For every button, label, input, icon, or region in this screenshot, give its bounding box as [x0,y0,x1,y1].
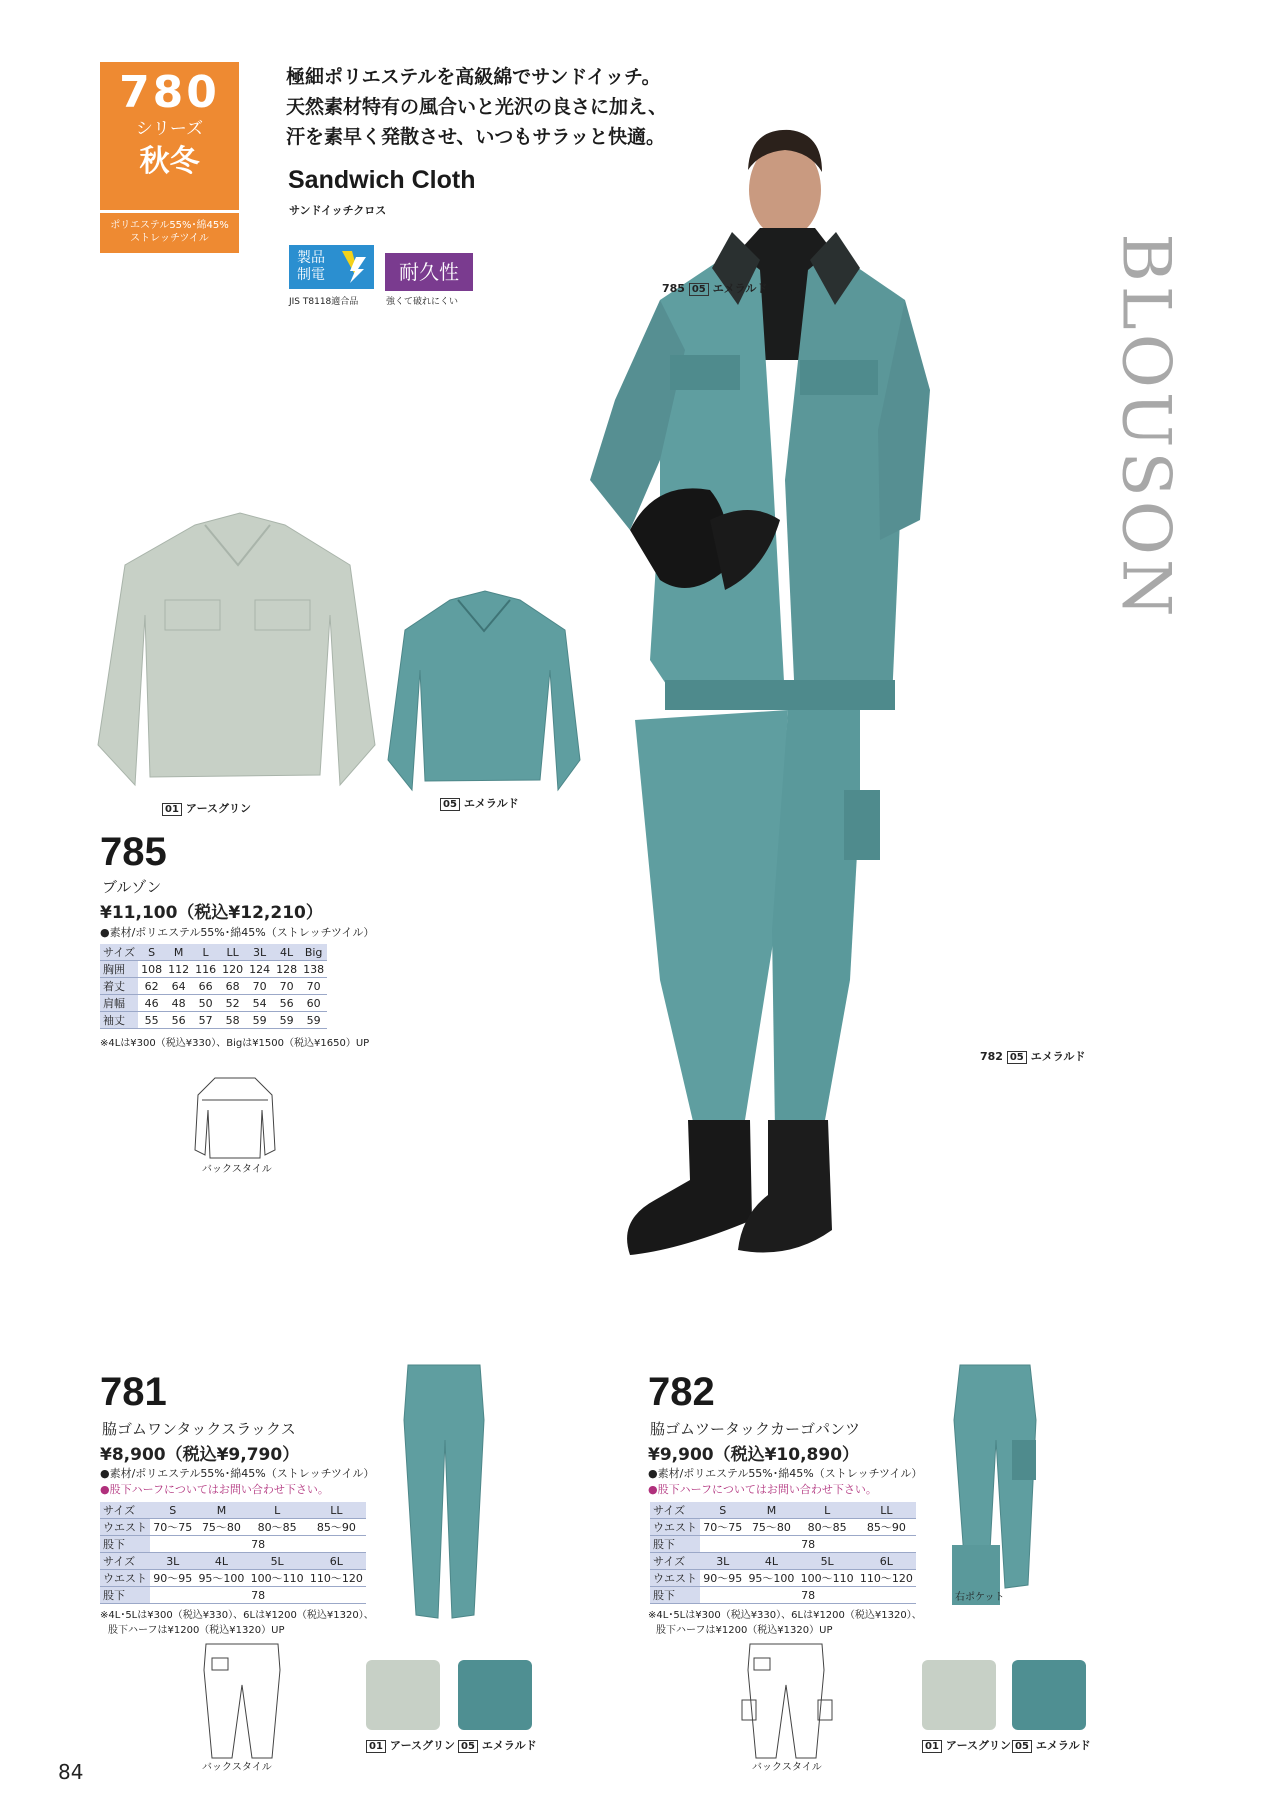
cell: S [700,1502,745,1519]
table-row [100,1502,366,1519]
boot-right [738,1120,832,1253]
cell: 68 [219,978,246,995]
cell: サイズ [100,944,138,961]
cell: 66 [192,978,219,995]
cell: 70 [273,978,300,995]
cell: 股下 [650,1536,700,1553]
pants-781-image [400,1360,490,1625]
series-number: 780 [119,67,220,118]
cell: 50 [192,995,219,1012]
product-781-footnote-2: 股下ハーフは¥1200（税込¥1320）UP [108,1625,285,1636]
swatch-782-01 [922,1737,1011,1753]
size-table-781 [100,1502,366,1604]
cell: 5L [798,1553,857,1570]
cell: 52 [219,995,246,1012]
cell: 3L [246,944,273,961]
cell: 64 [165,978,192,995]
cell: サイズ [100,1502,150,1519]
table-row [100,978,327,995]
cell: 59 [273,1012,300,1029]
cell: 90〜95 [150,1570,195,1587]
model-jacket-name: エメラルド [712,282,768,295]
cell: 肩幅 [100,995,138,1012]
series-label: シリーズ [135,119,204,139]
swatch-785-01-name: アースグリン [185,802,252,815]
cell: M [165,944,192,961]
model-pants-name: エメラルド [1030,1050,1086,1063]
jacket-emerald-image [380,585,590,795]
swatch-782-05-name: エメラルド [1035,1739,1091,1752]
cell: 95〜100 [745,1570,797,1587]
jacket-back-label: バックスタイル [202,1164,272,1175]
cell: ウエスト [100,1519,150,1536]
cloth-subtitle: サンドイッチクロス [289,204,387,217]
cell: LL [307,1502,366,1519]
cell: 138 [300,961,327,978]
cloth-name: Sandwich Cloth [288,166,476,194]
cell: L [248,1502,307,1519]
cell: 59 [246,1012,273,1029]
swatch-781-01 [366,1737,455,1753]
cell: 4L [273,944,300,961]
swatch-782-earth-green [922,1660,996,1730]
cell: 57 [192,1012,219,1029]
cell: M [745,1502,797,1519]
model-pants-code: 05 [1007,1051,1027,1064]
category-title-text: BLOUSON [1107,233,1185,621]
table-row [650,1570,916,1587]
cell: 100〜110 [798,1570,857,1587]
cell: 78 [700,1536,916,1553]
swatch-781-05-name: エメラルド [481,1739,537,1752]
size-table-782 [650,1502,916,1604]
table-row [650,1502,916,1519]
cell: 55 [138,1012,165,1029]
cell: 70 [300,978,327,995]
cell: 56 [165,1012,192,1029]
pants-782-back-label: バックスタイル [752,1762,822,1773]
model-photo [560,100,1080,1360]
cell: 70〜75 [150,1519,195,1536]
cell: ウエスト [650,1519,700,1536]
pants-781-back-label: バックスタイル [202,1762,272,1773]
cell: 90〜95 [700,1570,745,1587]
pants-left [635,710,788,1130]
static-icon-line1: 製品 [297,250,325,266]
product-781-note: ●股下ハーフについてはお問い合わせ下さい。 [100,1483,329,1496]
cell: 95〜100 [195,1570,247,1587]
cell: 110〜120 [307,1570,366,1587]
cell: 112 [165,961,192,978]
material-line1: ポリエステル55%･綿45% [110,220,229,231]
table-row [100,1570,366,1587]
cell: M [195,1502,247,1519]
cell: 128 [273,961,300,978]
cell: 85〜90 [857,1519,916,1536]
swatch-781-earth-green [366,1660,440,1730]
boot-left [627,1120,752,1255]
table-row [650,1553,916,1570]
product-782-material: ●素材/ポリエステル55%･綿45%（ストレッチツイル） [648,1467,923,1480]
table-row [100,1587,366,1604]
cell: 80〜85 [248,1519,307,1536]
glove-left [630,488,728,588]
cell: LL [857,1502,916,1519]
cell: 56 [273,995,300,1012]
tagline-line1: 極細ポリエステルを高級綿でサンドイッチ。 [286,66,661,88]
cell: S [138,944,165,961]
cell: Big [300,944,327,961]
cell: 78 [700,1587,916,1604]
swatch-781-01-name: アースグリン [389,1739,456,1752]
cell: 80〜85 [798,1519,857,1536]
product-782-footnote-2: 股下ハーフは¥1200（税込¥1320）UP [656,1625,833,1636]
model-label-pants [980,1048,1085,1064]
cell: 100〜110 [248,1570,307,1587]
cell: 54 [246,995,273,1012]
jacket-earth-green-image [90,505,385,795]
table-row [100,995,327,1012]
product-782-footnote-1: ※4L･5Lは¥300（税込¥330）、6Lは¥1200（税込¥1320）、 [648,1610,922,1621]
product-785-price: ¥11,100（税込¥12,210） [100,903,323,923]
swatch-785-05-name: エメラルド [463,797,519,810]
durable-icon-caption: 強くて破れにくい [386,297,459,307]
product-782-number: 782 [648,1370,715,1414]
swatch-782-01-name: アースグリン [945,1739,1012,1752]
lightning-icon [340,249,368,285]
cell: L [192,944,219,961]
swatch-785-01 [162,800,251,816]
cell: 袖丈 [100,1012,138,1029]
cell: 胸囲 [100,961,138,978]
swatch-782-05 [1012,1737,1091,1753]
size-table-785-header [100,944,327,961]
swatch-782-emerald [1012,1660,1086,1730]
durable-icon: 耐久性 [385,253,473,291]
table-row [100,961,327,978]
cell: 股下 [650,1587,700,1604]
product-781-number: 781 [100,1370,167,1414]
cell: 4L [195,1553,247,1570]
cell: 46 [138,995,165,1012]
cell: L [798,1502,857,1519]
static-icon-caption: JIS T8118適合品 [289,297,359,307]
cell: 股下 [100,1536,150,1553]
product-785-material: ●素材/ポリエステル55%･綿45%（ストレッチツイル） [100,926,375,939]
table-row [650,1536,916,1553]
swatch-785-01-code: 01 [162,803,182,816]
cell: 70 [246,978,273,995]
tagline-line2: 天然素材特有の風合いと光沢の良さに加え、 [286,96,668,118]
swatch-781-05-code: 05 [458,1740,478,1753]
swatch-782-05-code: 05 [1012,1740,1032,1753]
page-number: 84 [58,1760,84,1784]
table-row [650,1519,916,1536]
table-row [100,1553,366,1570]
cell: 124 [246,961,273,978]
product-782-name: 脇ゴムツータックカーゴパンツ [650,1420,861,1438]
cell: LL [219,944,246,961]
cell: 85〜90 [307,1519,366,1536]
product-781-footnote-1: ※4L･5Lは¥300（税込¥330）、6Lは¥1200（税込¥1320）、 [100,1610,374,1621]
series-badge [100,62,239,210]
pants-782-back-diagram [740,1640,835,1760]
product-781-name: 脇ゴムワンタックスラックス [102,1420,296,1438]
swatch-785-05-code: 05 [440,798,460,811]
product-785-number: 785 [100,830,167,874]
cell: 3L [700,1553,745,1570]
static-icon [289,245,374,289]
product-782-price: ¥9,900（税込¥10,890） [648,1445,860,1465]
cell: 78 [150,1587,366,1604]
cell: ウエスト [100,1570,150,1587]
cell: サイズ [650,1502,700,1519]
pants-right [772,710,860,1130]
season-label: 秋冬 [139,144,200,179]
cell: 48 [165,995,192,1012]
model-jacket-code: 05 [689,283,709,296]
cell: 6L [857,1553,916,1570]
cell: 110〜120 [857,1570,916,1587]
cell: ウエスト [650,1570,700,1587]
table-row [100,1519,366,1536]
product-785-footnote: ※4Lは¥300（税込¥330）、Bigは¥1500（税込¥1650）UP [100,1038,370,1049]
cell: 75〜80 [745,1519,797,1536]
cell: 120 [219,961,246,978]
tagline-line3: 汗を素早く発散させ、いつもサラッと快適。 [286,126,666,148]
cell: 108 [138,961,165,978]
product-781-material: ●素材/ポリエステル55%･綿45%（ストレッチツイル） [100,1467,375,1480]
size-table-785 [100,944,327,1029]
pants-781-back-diagram [200,1640,285,1760]
cell: 78 [150,1536,366,1553]
cell: 3L [150,1553,195,1570]
cell: 70〜75 [700,1519,745,1536]
swatch-781-emerald [458,1660,532,1730]
pocket-label: 右ポケット [955,1592,1005,1603]
product-781-price: ¥8,900（税込¥9,790） [100,1445,300,1465]
cell: 62 [138,978,165,995]
cell: 59 [300,1012,327,1029]
cell: サイズ [100,1553,150,1570]
swatch-781-05 [458,1737,537,1753]
jacket-back-diagram [190,1070,280,1165]
static-icon-line2: 制電 [297,267,325,283]
table-row [100,1012,327,1029]
cell: 4L [745,1553,797,1570]
table-row [100,1536,366,1553]
cell: 60 [300,995,327,1012]
swatch-785-05 [440,795,519,811]
cell: 着丈 [100,978,138,995]
cell: サイズ [650,1553,700,1570]
cell: 6L [307,1553,366,1570]
table-row [650,1587,916,1604]
material-box [100,213,239,253]
model-pants-num: 782 [980,1050,1003,1063]
swatch-781-01-code: 01 [366,1740,386,1753]
cell: 股下 [100,1587,150,1604]
cell: 58 [219,1012,246,1029]
cell: 75〜80 [195,1519,247,1536]
material-line2: ストレッチツイル [130,233,209,244]
model-jacket-num: 785 [662,282,685,295]
cell: 116 [192,961,219,978]
model-label-jacket [662,280,767,296]
swatch-782-01-code: 01 [922,1740,942,1753]
category-title [1107,232,1185,622]
product-782-note: ●股下ハーフについてはお問い合わせ下さい。 [648,1483,877,1496]
product-785-name: ブルゾン [102,878,162,896]
cell: S [150,1502,195,1519]
cell: 5L [248,1553,307,1570]
